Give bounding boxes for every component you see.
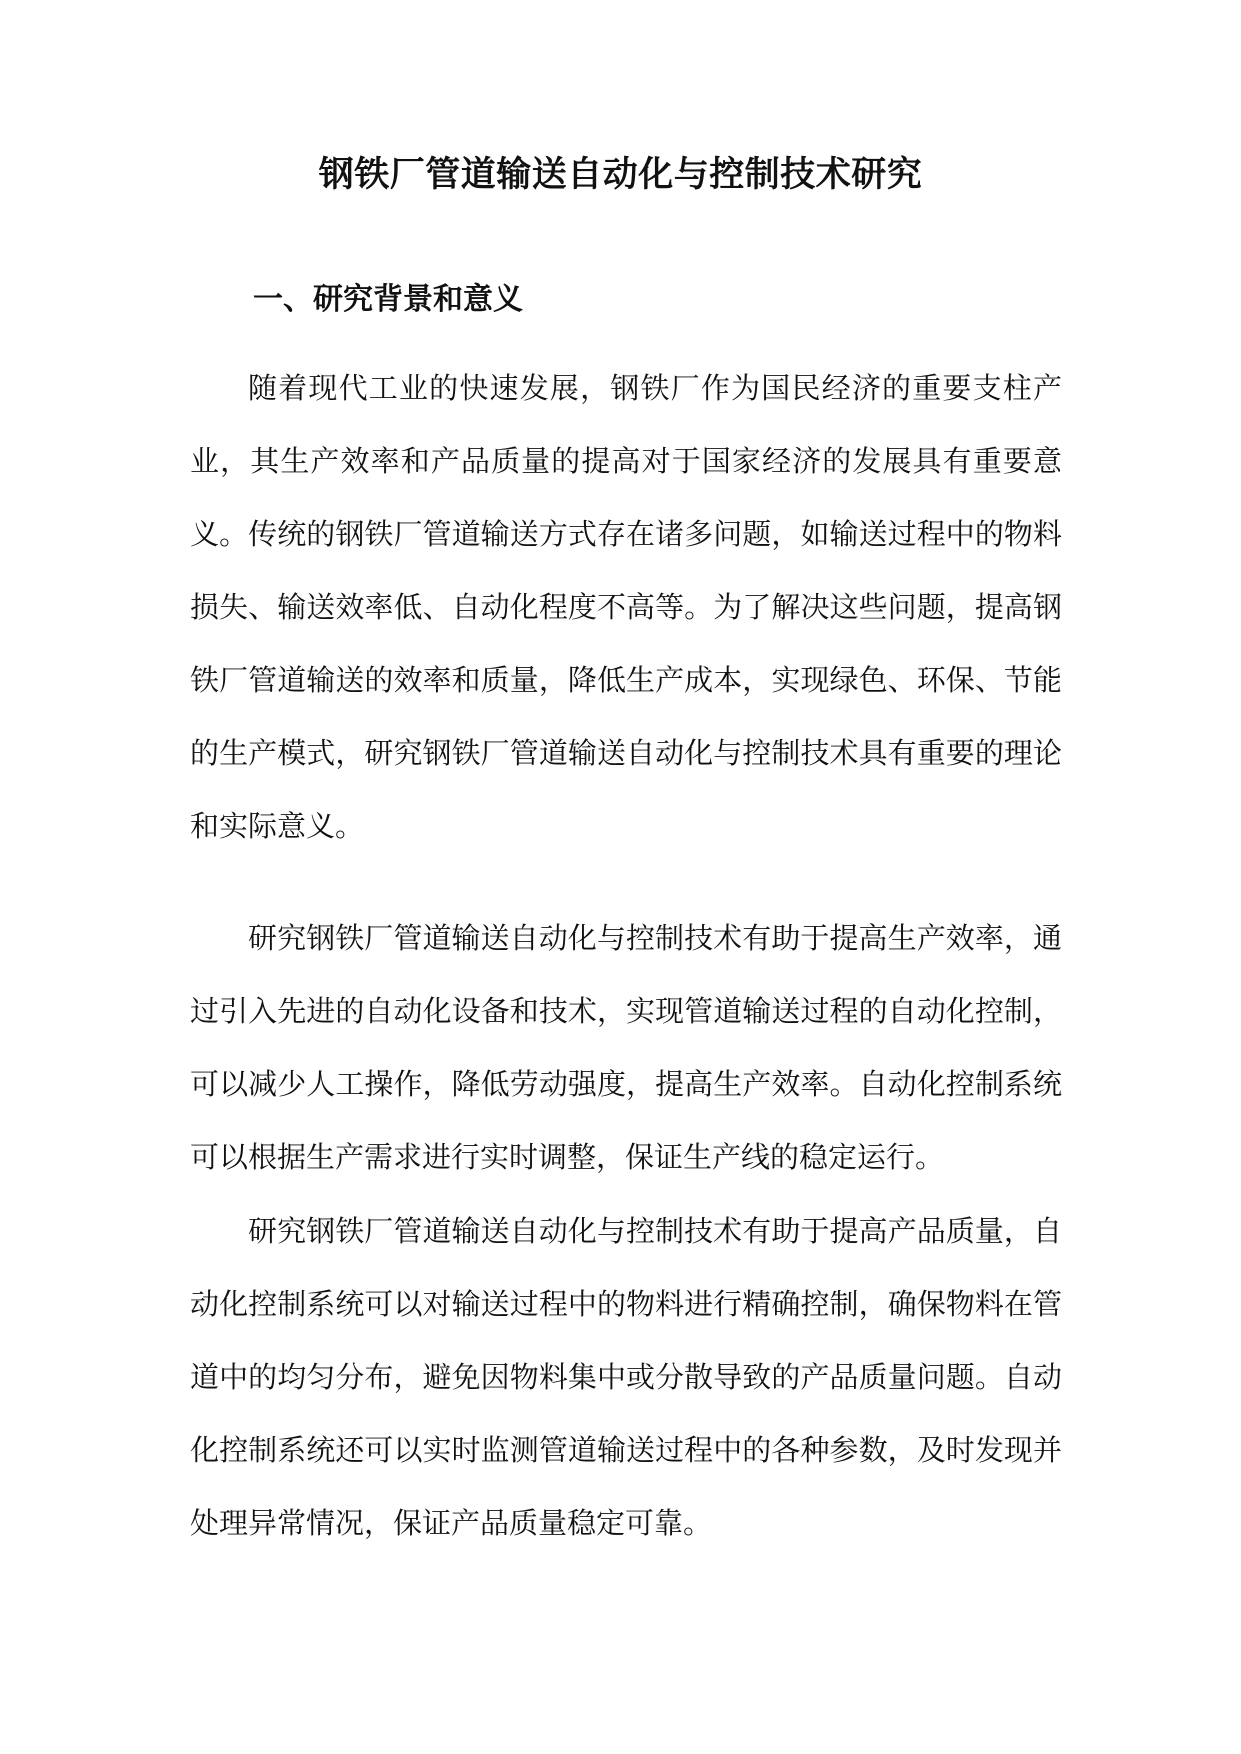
section-heading: 一、研究背景和意义 bbox=[253, 282, 523, 317]
document-title: 钢铁厂管道输送自动化与控制技术研究 bbox=[318, 155, 923, 195]
paragraph-efficiency: 研究钢铁厂管道输送自动化与控制技术有助于提高生产效率，通过引入先进的自动化设备和技术，实现管道输送过程的自动化控制，可以减少人工操作，降低劳动强度，提高生产效率。自动化控制系统可以根据生产需求进行实时调整，保证生产线的稳定运行。 bbox=[190, 921, 1062, 1174]
paragraph-quality: 研究钢铁厂管道输送自动化与控制技术有助于提高产品质量，自动化控制系统可以对输送过程中的物料进行精确控制，确保物料在管道中的均匀分布，避免因物料集中或分散导致的产品质量问题。自动化控制系统还可以实时监测管道输送过程中的各种参数，及时发现并处理异常情况，保证产品质量稳定可靠。 bbox=[190, 1214, 1062, 1540]
paragraph-background: 随着现代工业的快速发展，钢铁厂作为国民经济的重要支柱产业，其生产效率和产品质量的提高对于国家经济的发展具有重要意义。传统的钢铁厂管道输送方式存在诸多问题，如输送过程中的物料损失、输送效率低、自动化程度不高等。为了解决这些问题，提高钢铁厂管道输送的效率和质量，降低生产成本，实现绿色、环保、节能的生产模式，研究钢铁厂管道输送自动化与控制技术具有重要的理论和实际意义。 bbox=[190, 371, 1062, 843]
